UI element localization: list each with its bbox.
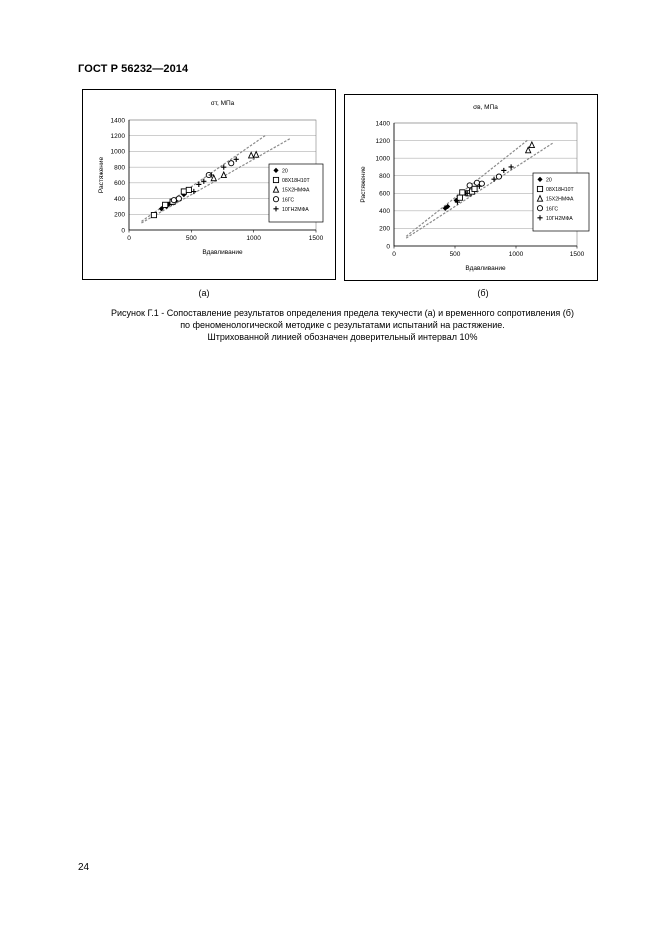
chart-0-ytick-label: 1200: [110, 133, 125, 141]
document-header: ГОСТ Р 56232—2014: [78, 63, 189, 75]
chart-0-legend-label: 16ГС: [282, 197, 295, 204]
chart-0-xtick-label: 500: [185, 235, 197, 242]
chart-0-xtick-label: 0: [127, 235, 131, 242]
chart-1-title: σв, МПа: [473, 104, 498, 111]
chart-0-ytick-label: 0: [121, 227, 125, 235]
chart-1-xtick-label: 500: [449, 251, 461, 258]
chart-1-xtick-label: 0: [392, 251, 396, 258]
chart-1-xlabel: Вдавливание: [465, 265, 506, 272]
figure-caption: [60, 307, 625, 343]
chart-1-series-1-point: [472, 186, 477, 191]
chart-1-legend-marker: [537, 186, 542, 191]
chart-1-legend-label: 15Х2НМФА: [546, 196, 574, 203]
panel-label-b: (б): [477, 288, 489, 298]
chart-0-series-3-point: [176, 196, 181, 201]
chart-0-series-1-point: [163, 202, 168, 207]
chart-1-xtick-label: 1500: [569, 251, 585, 258]
chart-1-confidence-line: [406, 140, 528, 237]
chart-1-legend-label: 10ГН2МФА: [546, 215, 573, 222]
chart-0-series-3-point: [171, 198, 176, 203]
chart-0-ytick-label: 200: [114, 211, 125, 219]
caption-line-2: по феноменологической методике с результатами испытаний на растяжение.: [180, 320, 505, 330]
chart-1-ylabel: Растяжение: [360, 166, 367, 203]
chart-1-legend-label: 16ГС: [546, 206, 559, 213]
chart-0-series-2-point: [254, 152, 259, 158]
chart-0-legend-label: 20: [282, 168, 288, 175]
chart-0-legend-label: 15Х2НМФА: [282, 187, 310, 194]
chart-0-series-1-point: [151, 212, 156, 217]
chart-1-ytick-label: 1200: [375, 137, 390, 145]
chart-0-ytick-label: 1000: [110, 148, 125, 156]
chart-1-ytick-label: 400: [379, 208, 390, 216]
chart-0-legend-label: 10ГН2МФА: [282, 206, 309, 213]
chart-1-ytick-label: 800: [379, 173, 390, 181]
chart-0-xlabel: Вдавливание: [202, 249, 243, 256]
chart-1-xtick-label: 1000: [508, 251, 524, 258]
chart-yield-strength-svg: [83, 90, 335, 279]
caption-line-3: Штрихованной линией обозначен доверительный интервал 10%: [207, 332, 478, 342]
chart-1-series-3-point: [479, 181, 484, 186]
chart-1-ytick-label: 1000: [375, 155, 390, 163]
chart-1-ytick-label: 600: [379, 190, 390, 198]
chart-1-legend-label: 08Х18Н10Т: [546, 187, 574, 194]
chart-0-legend-label: 08Х18Н10Т: [282, 178, 310, 185]
panel-label-a: (а): [198, 288, 210, 298]
chart-tensile-strength: [344, 94, 598, 281]
chart-0-title: σт, МПа: [210, 100, 235, 107]
chart-0-ytick-label: 400: [114, 195, 125, 203]
chart-0-ytick-label: 1400: [110, 117, 125, 125]
chart-1-series-2-point: [529, 142, 534, 148]
chart-tensile-strength-svg: [345, 95, 597, 280]
chart-0-xtick-label: 1500: [308, 235, 324, 242]
chart-0-ytick-label: 800: [114, 164, 125, 172]
chart-1-series-3-point: [474, 180, 479, 185]
chart-0-series-3-point: [229, 161, 234, 166]
chart-0-ylabel: Растяжение: [98, 156, 105, 194]
chart-1-ytick-label: 200: [379, 225, 390, 233]
chart-1-series-3-point: [467, 183, 472, 188]
chart-1-legend-label: 20: [546, 177, 552, 184]
chart-1-series-1-point: [457, 195, 462, 200]
chart-0-legend-marker: [273, 177, 278, 182]
chart-0-series-1-point: [186, 187, 191, 192]
chart-0-series-2-point: [211, 175, 216, 181]
page-number: 24: [78, 862, 90, 873]
chart-yield-strength: [82, 89, 336, 280]
chart-1-legend-marker: [537, 206, 542, 211]
chart-0-series-1-point: [181, 189, 186, 194]
chart-1-series-4-point: [509, 164, 514, 169]
chart-1-series-2-point: [526, 147, 531, 153]
caption-line-1: Рисунок Г.1 - Сопоставление результатов определения предела текучести (а) и временного сопротивления (б): [111, 308, 574, 318]
chart-1-ytick-label: 1400: [375, 120, 390, 128]
chart-1-ytick-label: 0: [386, 243, 390, 251]
chart-0-ytick-label: 600: [114, 180, 125, 188]
chart-1-series-1-point: [460, 190, 465, 195]
chart-1-confidence-line: [406, 143, 552, 238]
chart-1-series-3-point: [496, 174, 501, 179]
chart-1-series-4-point: [501, 168, 506, 173]
chart-0-xtick-label: 1000: [246, 235, 261, 242]
chart-0-series-4-point: [191, 189, 196, 194]
chart-1-series-4-point: [491, 177, 496, 182]
chart-0-legend-marker: [273, 197, 278, 202]
chart-0-series-2-point: [249, 152, 254, 158]
